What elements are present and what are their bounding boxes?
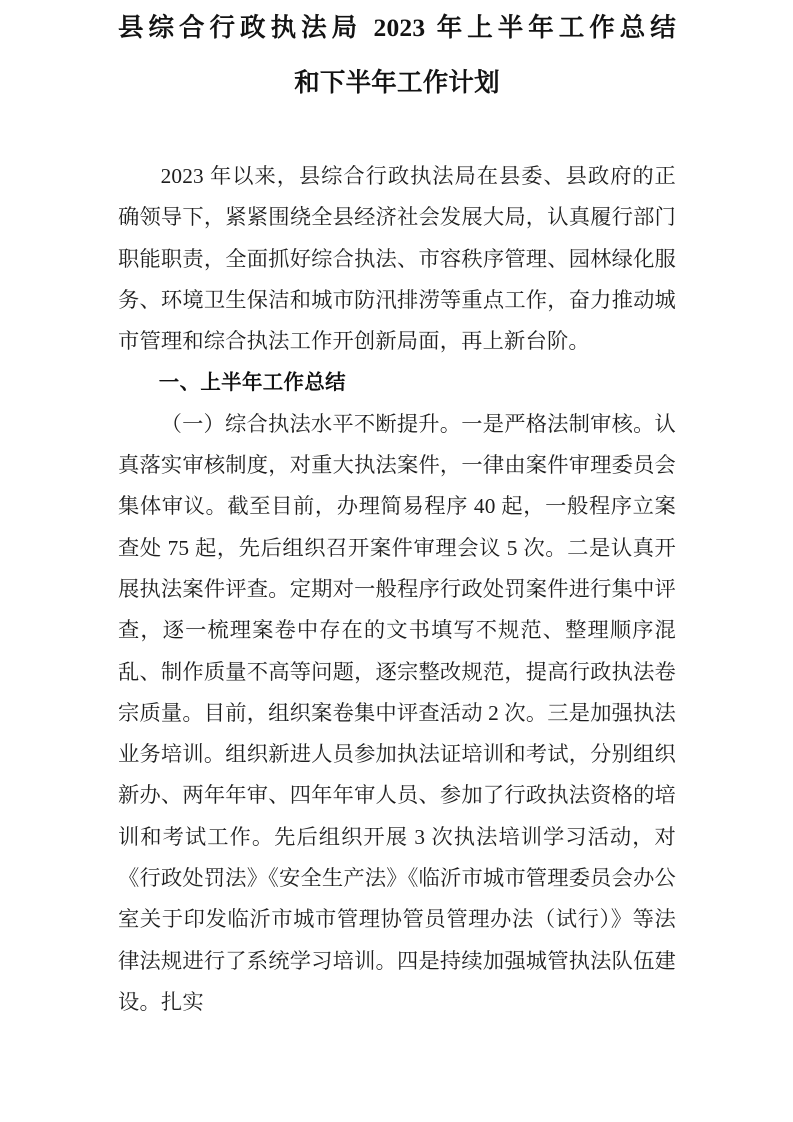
paragraph-intro: 2023 年以来，县综合行政执法局在县委、县政府的正确领导下，紧紧围绕全县经济社会发展大局，认真履行部门职能职责，全面抓好综合执法、市容秩序管理、园林绿化服务、环境卫生保洁和城市防汛排涝等重点工作，奋力推动城市管理和综合执法工作开创新局面，再上新台阶。 <box>118 164 676 354</box>
section-heading-first-half-year-summary: 一、上半年工作总结 <box>158 370 346 395</box>
document-title <box>118 0 676 110</box>
document-title-line-1: 县综合行政执法局 2023 年上半年工作总结 <box>118 13 676 42</box>
document-title-line-2: 和下半年工作计划 <box>294 68 500 97</box>
document-body <box>118 156 676 1023</box>
document-content <box>118 0 676 1023</box>
paragraph-comprehensive-enforcement: （一）综合执法水平不断提升。一是严格法制审核。认真落实审核制度，对重大执法案件，一律由案件审理委员会集体审议。截至目前，办理简易程序 40 起，一般程序立案查处 75 起，先后组织召开案件审理会议 5 次。二是认真开展执法案件评查。定期对一般程序行政处罚案件进行集中评查，逐一梳理案卷中存在的文书填写不规范、整理顺序混乱、制作质量不高等问题，逐宗整改规范，提高行政执法卷宗质量。目前，组织案卷集中评查活动 2 次。三是加强执法业务培训。组织新进人员参加执法证培训和考试，分别组织新办、两年年审、四年年审人员、参加了行政执法资格的培训和考试工作。先后组织开展 3 次执法培训学习活动，对《行政处罚法》《安全生产法》《临沂市城市管理委员会办公室关于印发临沂市城市管理协管员管理办法（试行）》等法律法规进行了系统学习培训。四是持续加强城管执法队伍建设。扎实 <box>118 411 676 1014</box>
